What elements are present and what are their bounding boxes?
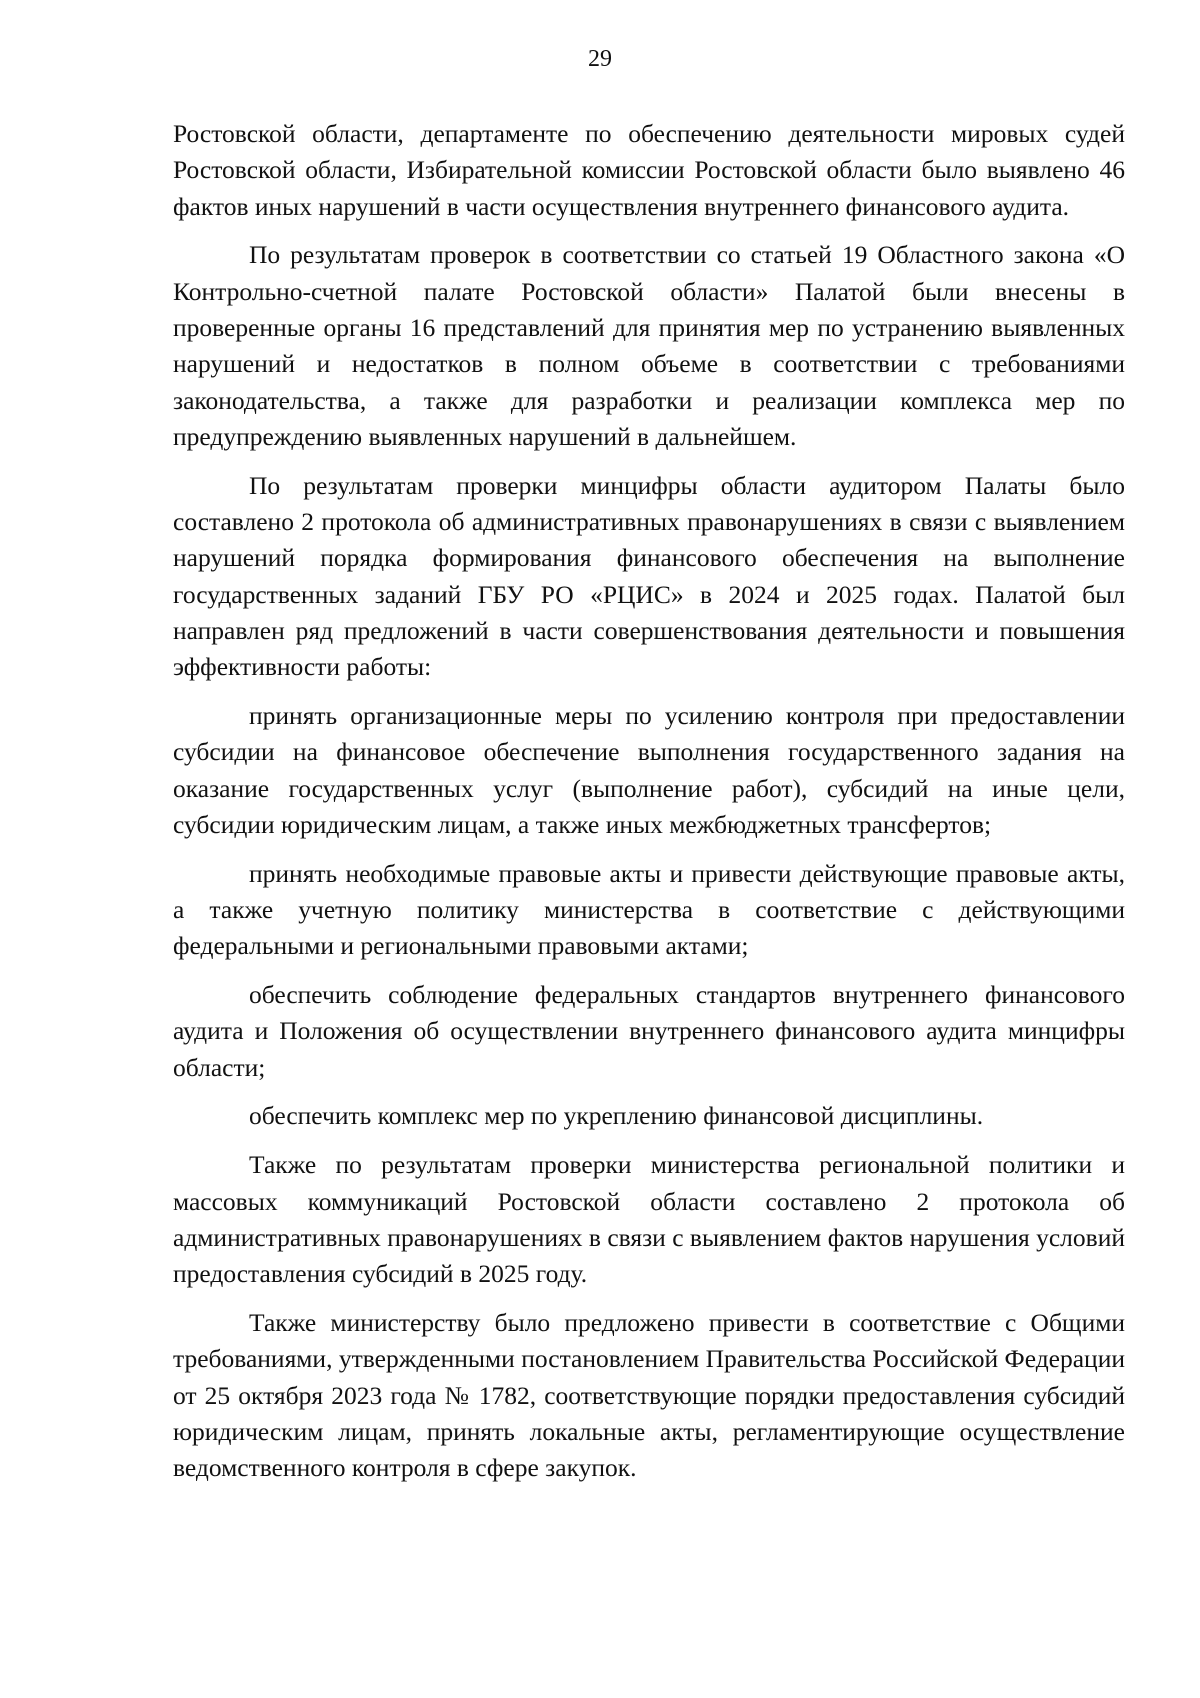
paragraph-regional-policy-protocols: Также по результатам проверки министерства региональной политики и массовых коммуникаций Ростовской области составлено 2 протокола об административных правонарушениях в связи с выявлением фактов нарушения условий предоставления субсидий в 2025 году. [173, 1150, 1125, 1289]
list-item-audit-standards: обеспечить соблюдение федеральных стандартов внутреннего финансового аудита и Положения об осуществлении внутреннего финансового аудита минцифры области; [173, 980, 1125, 1082]
paragraph-representations: По результатам проверок в соответствии со статьей 19 Областного закона «О Контрольно-счетной палате Ростовской области» Палатой были внесены в проверенные органы 16 представлений для принятия мер по устранению выявленных нарушений и недостатков в полном объеме в соответствии с требованиями законодательства, а также для разработки и реализации комплекса мер по предупреждению выявленных нарушений в дальнейшем. [173, 240, 1125, 451]
paragraph-ministry-proposals: Также министерству было предложено привести в соответствие с Общими требованиями, утвержденными постановлением Правительства Российской Федерации от 25 октября 2023 года № 1782, соответствующие порядки предоставления субсидий юридическим лицам, принять локальные акты, регламентирующие осуществление ведомственного контроля в сфере закупок. [173, 1307, 1125, 1483]
list-item-legal-acts: принять необходимые правовые акты и привести действующие правовые акты, а также учетную политику министерства в соответствие с действующими федеральными и региональными правовыми актами; [173, 858, 1125, 961]
page-number: 29 [588, 46, 612, 72]
list-item-financial-discipline: обеспечить комплекс мер по укреплению финансовой дисциплины. [249, 1101, 984, 1131]
document-body [173, 116, 1125, 1499]
list-item-control-measures: принять организационные меры по усилению контроля при предоставлении субсидии на финансовое обеспечение выполнения государственного задания на оказание государственных услуг (выполнение работ), субсидий на иные цели, субсидии юридическим лицам, а также иных межбюджетных трансфертов; [173, 700, 1125, 839]
paragraph-continuation: Ростовской области, департаменте по обеспечению деятельности мировых судей Ростовской области, Избирательной комиссии Ростовской области было выявлено 46 фактов иных нарушений в части осуществления внутреннего финансового аудита. [173, 119, 1125, 221]
paragraph-protocols-mincifry: По результатам проверки минцифры области аудитором Палаты было составлено 2 протокола об административных правонарушениях в связи с выявлением нарушений порядка формирования финансового обеспечения на выполнение государственных заданий ГБУ РО «РЦИС» в 2024 и 2025 годах. Палатой был направлен ряд предложений в части совершенствования деятельности и повышения эффективности работы: [173, 470, 1125, 682]
